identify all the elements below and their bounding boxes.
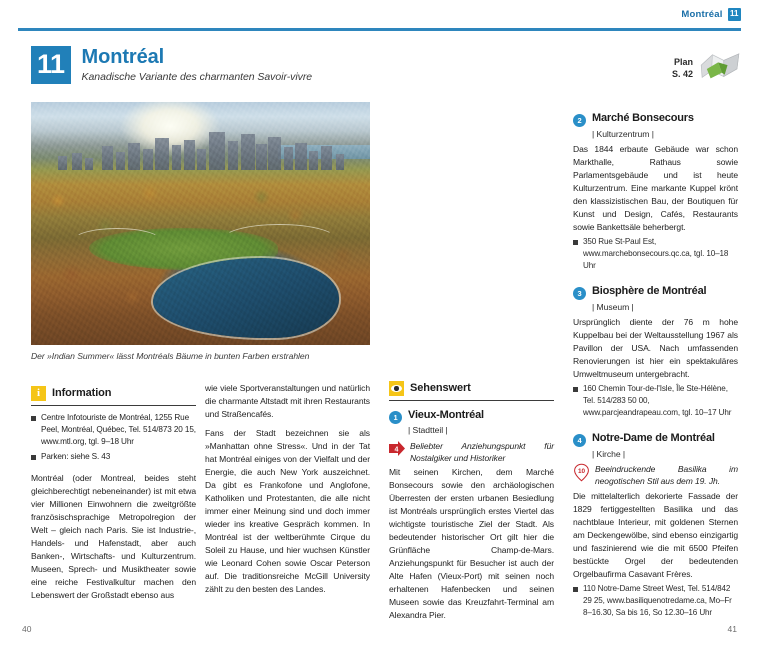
eye-icon — [389, 381, 404, 396]
page-number-right: 41 — [727, 624, 737, 634]
poi-entry-marche-bonsecours[interactable] — [573, 110, 738, 272]
header-rule — [18, 28, 741, 31]
information-section-header — [31, 385, 196, 406]
poi-category: | Stadtteil | — [408, 425, 448, 436]
information-item-list — [31, 412, 196, 463]
poi-description: Die mittelalterlich dekorierte Fassade der 1829 fertiggestellten Basilika und das nachtblaue Interieur, mit goldenen Sternen am Deckengewölbe, sind ebenso einzigartig und faszinierend wie die mit 6500 Pfeifen bestückte Orgel der bedeutenden Orgelbaufirma Casavant Frères. — [573, 490, 738, 579]
poi-address: 350 Rue St-Paul Est, www.marchebonsecours.qc.ca, tgl. 10–18 Uhr — [573, 236, 738, 272]
intro-paragraph-part1: Montréal (oder Montreal, beides steht gleichberechtigt nebeneinander) ist mit etwa vier Millionen Einwohnern die zweitgrößte französischsprachige Metropolregion der Welt – gleich nach Paris. Sie ist Industrie-, Handels- und Hafenstadt, aber auch Banken-, Wirtschafts- und Kulturzentrum. Museen, Sprech- und Musiktheater sowie eine reiche Festivalkultur machen den Lebenswert der Großstadt ebenso aus — [31, 472, 196, 600]
poi-tip — [389, 440, 554, 465]
running-head-chapter-badge: 11 — [728, 8, 741, 21]
poi-header — [573, 110, 738, 127]
running-head — [681, 8, 741, 21]
poi-number-badge: 4 — [573, 434, 586, 447]
poi-name: Biosphère de Montréal — [592, 285, 707, 298]
sights-section-header — [389, 380, 554, 401]
poi-entry-notre-dame[interactable] — [573, 430, 738, 619]
poi-entry-vieux-montreal[interactable] — [389, 407, 554, 622]
poi-description: Das 1844 erbaute Gebäude war schon Markthalle, Rathaus sowie Parlamentsgebäude und ist heute Kulturzentrum. Eine markante Kuppel krönt den klassizistischen Bau, der Boutiquen für Kunst und Design, Cafés, Restaurants sowie Bankettsäle beherbergt. — [573, 143, 738, 232]
page-number-left: 40 — [22, 624, 32, 634]
map-pin-icon — [573, 463, 590, 482]
column-sights — [389, 380, 554, 631]
tip-text: Beliebter Anziehungspunkt für Nostalgiker und Historiker — [410, 440, 554, 463]
poi-header — [389, 407, 554, 424]
hero-photo-image — [31, 102, 370, 345]
poi-name: Notre-Dame de Montréal — [592, 432, 715, 445]
plan-reference-text — [672, 56, 693, 80]
poi-number-badge: 1 — [389, 411, 402, 424]
running-head-title: Montréal — [681, 8, 723, 20]
poi-entry-biosphere[interactable] — [573, 283, 738, 419]
intro-paragraph-part3: Fans der Stadt bezeichnen sie als »Manhattan ohne Stress«. Und in der Tat hat Montréal einiges von der Vielfalt und der Energie, die auch New York auszeichnet. Da gibt es Frankofone und Anglofone, Katholiken und Protestanten, die alle nicht immer einer Meinung sind und doch immer wieder ins kreative Gespräch kommen. In Montréal ist der weltberühmte Cirque du Soleil zu Hause, und hier wuchsen Künstler wie Leonard Cohen sowie Oscar Peterson auf. Die traditionsreiche McGill University zählt zu den besten des Landes. — [205, 427, 370, 594]
tip-arrow-icon — [389, 441, 405, 456]
map-icon — [699, 52, 741, 84]
poi-number-badge: 2 — [573, 114, 586, 127]
poi-description: Ursprünglich diente der 76 m hohe Kuppelbau bei der Weltausstellung 1967 als Pavillon der USA. Nach umfassenden Renovierungen ist hier ein spektakuläres Umweltmuseum untergebracht. — [573, 316, 738, 379]
intro-paragraph-part2: wie viele Sportveranstaltungen und natürlich die charmante Altstadt mit ihren Restaurants und Straßencafés. — [205, 383, 370, 419]
poi-category: | Kirche | — [592, 448, 626, 459]
chapter-text-block — [82, 46, 313, 83]
poi-tip — [573, 463, 738, 488]
plan-reference[interactable] — [672, 52, 741, 84]
svg-text:10: 10 — [578, 468, 585, 475]
hero-photo — [31, 102, 370, 345]
poi-category: | Museum | — [592, 301, 634, 312]
poi-header — [573, 283, 738, 300]
svg-text:4: 4 — [394, 445, 399, 453]
tip-text: Beeindruckende Basilika im neogotischen Stil aus dem 19. Jh. — [595, 464, 738, 487]
photo-texture-overlay — [31, 102, 370, 345]
sights-section-title: Sehenswert — [410, 382, 471, 394]
poi-address: 110 Notre-Dame Street West, Tel. 514/842 29 25, www.basiliquenotredame.ca, Mo–Fr 8–16.30, Sa bis 16, So 12.30–16 Uhr — [573, 583, 738, 619]
chapter-subtitle: Kanadische Variante des charmanten Savoir-vivre — [81, 71, 313, 83]
photo-caption: Der »Indian Summer« lässt Montréals Bäume in bunten Farben erstrahlen — [31, 351, 310, 361]
information-section-title: Information — [52, 387, 112, 399]
list-item: Parken: siehe S. 43 — [31, 451, 196, 463]
poi-description: Mit seinen Kirchen, dem Marché Bonsecours sowie den archäologischen Überresten der ersten urbanen Besiedlung ist Montréals ursprünglich erstes Viertel das wichtigste touristische Ziel der Stadt. Als bedeutender historischer Ort gilt hier die Grünfläche Champ-de-Mars. Anziehungspunkt für Besucher ist auch der Alte Hafen (Vieux-Port) mit seinen noch erhaltenen Hafenbecken und seinen Museen sowie das Kreuzfahrt-Terminal am Alexandra Pier. — [389, 467, 554, 620]
poi-address: 160 Chemin Tour-de-l'Isle, Île Ste-Hélène, Tel. 514/283 50 00, www.parcjeandrapeau.com, tgl. 10–17 Uhr — [573, 383, 738, 419]
information-icon: i — [31, 386, 46, 401]
chapter-number-badge: 11 — [31, 46, 71, 84]
poi-name: Vieux-Montréal — [408, 408, 484, 421]
poi-number-badge: 3 — [573, 287, 586, 300]
list-item: Centre Infotouriste de Montréal, 1255 Rue Peel, Montréal, Québec, Tel. 514/873 20 15, www.mtl.org, tgl. 9–18 Uhr — [31, 412, 196, 449]
plan-reference-line2: S. 42 — [671, 69, 693, 79]
chapter-heading — [31, 46, 312, 84]
poi-header — [573, 430, 738, 447]
column-sights-continued — [573, 110, 738, 628]
column-intro-continued — [205, 382, 370, 596]
page-title: Montréal — [81, 46, 165, 68]
poi-name: Marché Bonsecours — [592, 112, 694, 124]
column-information — [31, 385, 196, 602]
plan-reference-line1: Plan — [673, 56, 693, 67]
poi-category: | Kulturzentrum | — [592, 128, 654, 139]
